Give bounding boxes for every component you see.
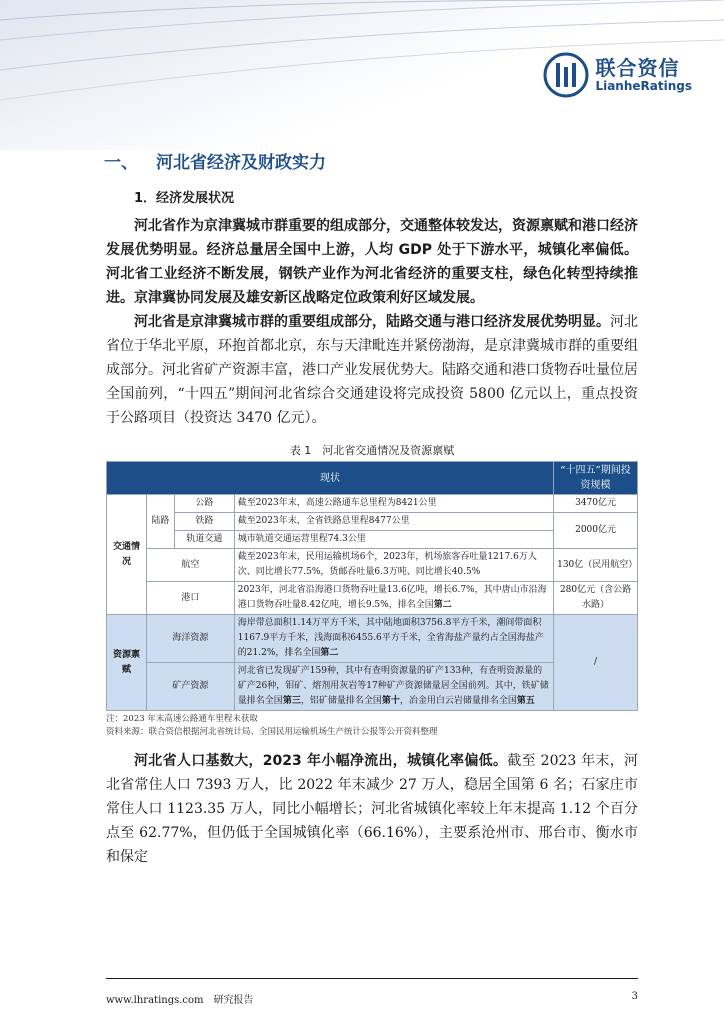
road-invest: 3470亿元 bbox=[554, 495, 638, 513]
mineral-desc-text: 河北省已发现矿产159种，其中有查明资源量的矿产133种，有查明资源量的矿产26种，钼矿、熔剂用灰岩等17种矿产资源储量居全国前列。其中，铁矿储量排名全国 bbox=[237, 666, 549, 706]
table-row bbox=[107, 513, 638, 531]
population-body: 截至 2023 年末，河北省常住人口 7393 万人，比 2022 年末减少 27 万人，稳居全国第 6 名；石家庄市常住人口 1123.35 万人，同比小幅增长；河北省城镇化率较上年末提高 1.12 个百分点至 62.77%，但仍低于全国城镇化率（66.16%），主要系沧州市、邢台市、衡水市和保定 bbox=[106, 753, 638, 865]
table-row bbox=[107, 549, 638, 582]
table-row bbox=[107, 615, 638, 663]
resource-table bbox=[106, 461, 638, 711]
port-desc-text: 2023年，河北省沿海港口货物吞吐量13.6亿吨，增长6.7%，其中唐山市沿海港口货物吞吐量8.42亿吨，增长9.5%，排名全国 bbox=[237, 585, 547, 610]
mineral-rank-dolomite: 第五 bbox=[516, 696, 535, 706]
metro-desc: 城市轨道交通运营里程74.3公里 bbox=[234, 531, 553, 549]
rail-invest: 2000亿元 bbox=[554, 513, 638, 549]
mineral-desc-text-3: ，冶金用白云岩储量排名全国 bbox=[399, 696, 517, 706]
location-body: 河北省位于华北平原，环抱首都北京，东与天津毗连并紧傍渤海，是京津冀城市群的重要组成部分。河北省矿产资源丰富，港口产业发展优势大。陆路交通和港口货物吞吐量位居全国前列，“十四五”期间河北省综合交通建设将完成投资 5800 亿元以上，重点投资于公路项目（投资达 3470 亿元）。 bbox=[106, 314, 638, 426]
road-desc: 截至2023年末，高速公路通车总里程为8421公里 bbox=[234, 495, 553, 513]
header-invest: “十四五”期间投资规模 bbox=[554, 462, 638, 495]
page-number: 3 bbox=[631, 991, 638, 1002]
section-title: 河北省经济及财政实力 bbox=[156, 153, 326, 173]
ocean-label: 海洋资源 bbox=[146, 615, 234, 663]
page-footer bbox=[106, 978, 638, 1006]
section-number: 一、 bbox=[104, 153, 138, 173]
table-header-row bbox=[107, 462, 638, 495]
port-desc bbox=[234, 582, 553, 615]
footer-site: www.lhratings.com 研究报告 bbox=[106, 995, 254, 1006]
document-body bbox=[106, 148, 638, 869]
logo-en-text: LianheRatings bbox=[595, 79, 692, 93]
paragraph-summary bbox=[106, 214, 638, 310]
ocean-desc bbox=[234, 615, 553, 663]
summary-text: 河北省作为京津冀城市群重要的组成部分，交通整体较发达，资源禀赋和港口经济发展优势明显。经济总量居全国中上游，人均 GDP 处于下游水平，城镇化率偏低。河北省工业经济不断发展，钢铁产业作为河北省经济的重要支柱，绿色化转型持续推进。京津冀协同发展及雄安新区战略定位政策利好区域发展。 bbox=[106, 218, 638, 306]
table-source: 资料来源：联合资信根据河北省统计局、全国民用运输机场生产统计公报等公开资料整理 bbox=[106, 727, 438, 737]
group-land: 陆路 bbox=[146, 495, 174, 549]
subsection-heading: 1．经济发展状况 bbox=[134, 191, 235, 206]
rail-label: 铁路 bbox=[174, 513, 234, 531]
road-label: 公路 bbox=[174, 495, 234, 513]
paragraph-location bbox=[106, 310, 638, 430]
air-invest: 130亿（民用航空） bbox=[554, 549, 638, 582]
metro-label: 轨道交通 bbox=[174, 531, 234, 549]
table-row bbox=[107, 582, 638, 615]
mineral-desc bbox=[234, 663, 553, 711]
port-rank: 第二 bbox=[433, 600, 452, 610]
resource-invest: / bbox=[554, 615, 638, 711]
header-status: 现状 bbox=[107, 462, 554, 495]
ocean-desc-text: 海岸带总面积1.14万平方千米，其中陆地面积3756.8平方千米，潮间带面积1167.9平方千米，浅海面积6455.6平方千米，全省海盐产量约占全国海盐产的21.2%，排名全国 bbox=[237, 618, 544, 658]
port-label: 港口 bbox=[146, 582, 234, 615]
group-traffic: 交通情况 bbox=[107, 495, 147, 615]
air-label: 航空 bbox=[146, 549, 234, 582]
paragraph-population bbox=[106, 749, 638, 869]
mineral-rank-iron: 第三 bbox=[282, 696, 301, 706]
ocean-rank: 第二 bbox=[320, 648, 339, 658]
company-logo bbox=[543, 52, 692, 98]
logo-mark-icon bbox=[543, 52, 589, 98]
table-note: 注：2023 年末高速公路通车里程未获取 bbox=[106, 714, 258, 724]
logo-cn-text: 联合资信 bbox=[595, 56, 680, 80]
table-row bbox=[107, 495, 638, 513]
group-resource: 资源禀赋 bbox=[107, 615, 147, 711]
port-invest: 280亿元（含公路水路） bbox=[554, 582, 638, 615]
table-title: 表 1 河北省交通情况及资源禀赋 bbox=[289, 444, 455, 457]
mineral-desc-text-2: ，铝矿储量排名全国 bbox=[300, 696, 382, 706]
location-lead: 河北省是京津冀城市群的重要组成部分，陆路交通与港口经济发展优势明显。 bbox=[134, 314, 610, 330]
mineral-rank-aluminum: 第十 bbox=[381, 696, 400, 706]
air-desc: 截至2023年末，民用运输机场6个，2023年，机场旅客吞吐量1217.6万人次、同比增长77.5%，货邮吞吐量6.3万吨、同比增长40.5% bbox=[234, 549, 553, 582]
section-heading bbox=[104, 148, 638, 173]
population-lead: 河北省人口基数大，2023 年小幅净流出，城镇化率偏低。 bbox=[134, 753, 508, 769]
rail-desc: 截至2023年末，全省铁路总里程8477公里 bbox=[234, 513, 553, 531]
mineral-label: 矿产资源 bbox=[146, 663, 234, 711]
